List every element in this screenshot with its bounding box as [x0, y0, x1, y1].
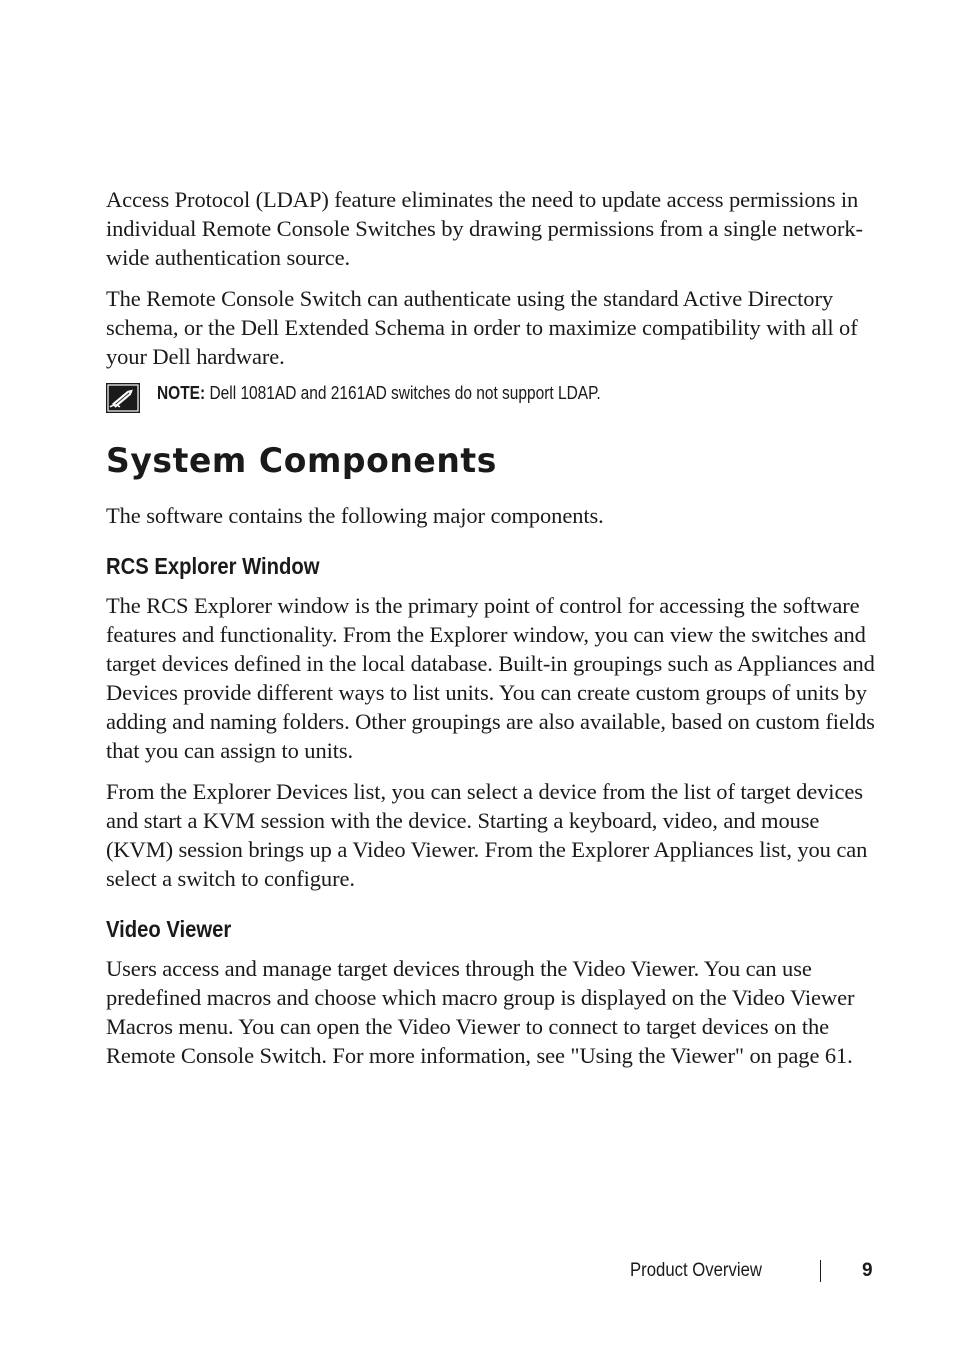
- rcs-explorer-paragraph-2: From the Explorer Devices list, you can select a device from the list of target devices and start a KVM session with the device. Starting a keyboard, video, and mouse (KVM) session brings up a Video Viewer. From the Explorer Appliances list, you can select a switch to configure.: [106, 779, 868, 891]
- ldap-paragraph: Access Protocol (LDAP) feature eliminates the need to update access permissions in individual Remote Console Switches by drawing permissions from a single network-wide authentication source.: [106, 187, 863, 270]
- footer-divider: [820, 1260, 821, 1282]
- video-viewer-paragraph: Users access and manage target devices through the Video Viewer. You can use predefined macros and choose which macro group is displayed on the Video Viewer Macros menu. You can open the Video Viewer to connect to target devices on the Remote Console Switch. For more information, see "Using the Viewer" on page 61.: [106, 956, 855, 1068]
- footer-chapter-title: Product Overview: [630, 1260, 762, 1281]
- video-viewer-heading: Video Viewer: [106, 916, 232, 942]
- note-label: NOTE:: [157, 383, 206, 403]
- rcs-explorer-paragraph-1: The RCS Explorer window is the primary point of control for accessing the software features and functionality. From the Explorer window, you can view the switches and target devices defined in the local database. Built-in groupings such as Appliances and Devices provide different ways to list units. You can create custom groups of units by adding and naming folders. Other groupings are also available, based on custom fields that you can assign to units.: [106, 593, 875, 763]
- note-body: Dell 1081AD and 2161AD switches do not support LDAP.: [209, 383, 601, 403]
- note-box: [106, 383, 876, 423]
- section-title: System Components: [106, 441, 497, 481]
- schema-paragraph: The Remote Console Switch can authenticate using the standard Active Directory schema, or the Dell Extended Schema in order to maximize compatibility with all of your Dell hardware.: [106, 286, 858, 369]
- section-intro: The software contains the following major components.: [106, 503, 604, 528]
- page-content: [106, 185, 876, 1082]
- page-footer: [0, 1259, 954, 1285]
- note-text: [157, 382, 601, 404]
- page-number: 9: [862, 1260, 873, 1281]
- rcs-explorer-heading: RCS Explorer Window: [106, 553, 320, 579]
- note-pencil-icon: [106, 383, 140, 413]
